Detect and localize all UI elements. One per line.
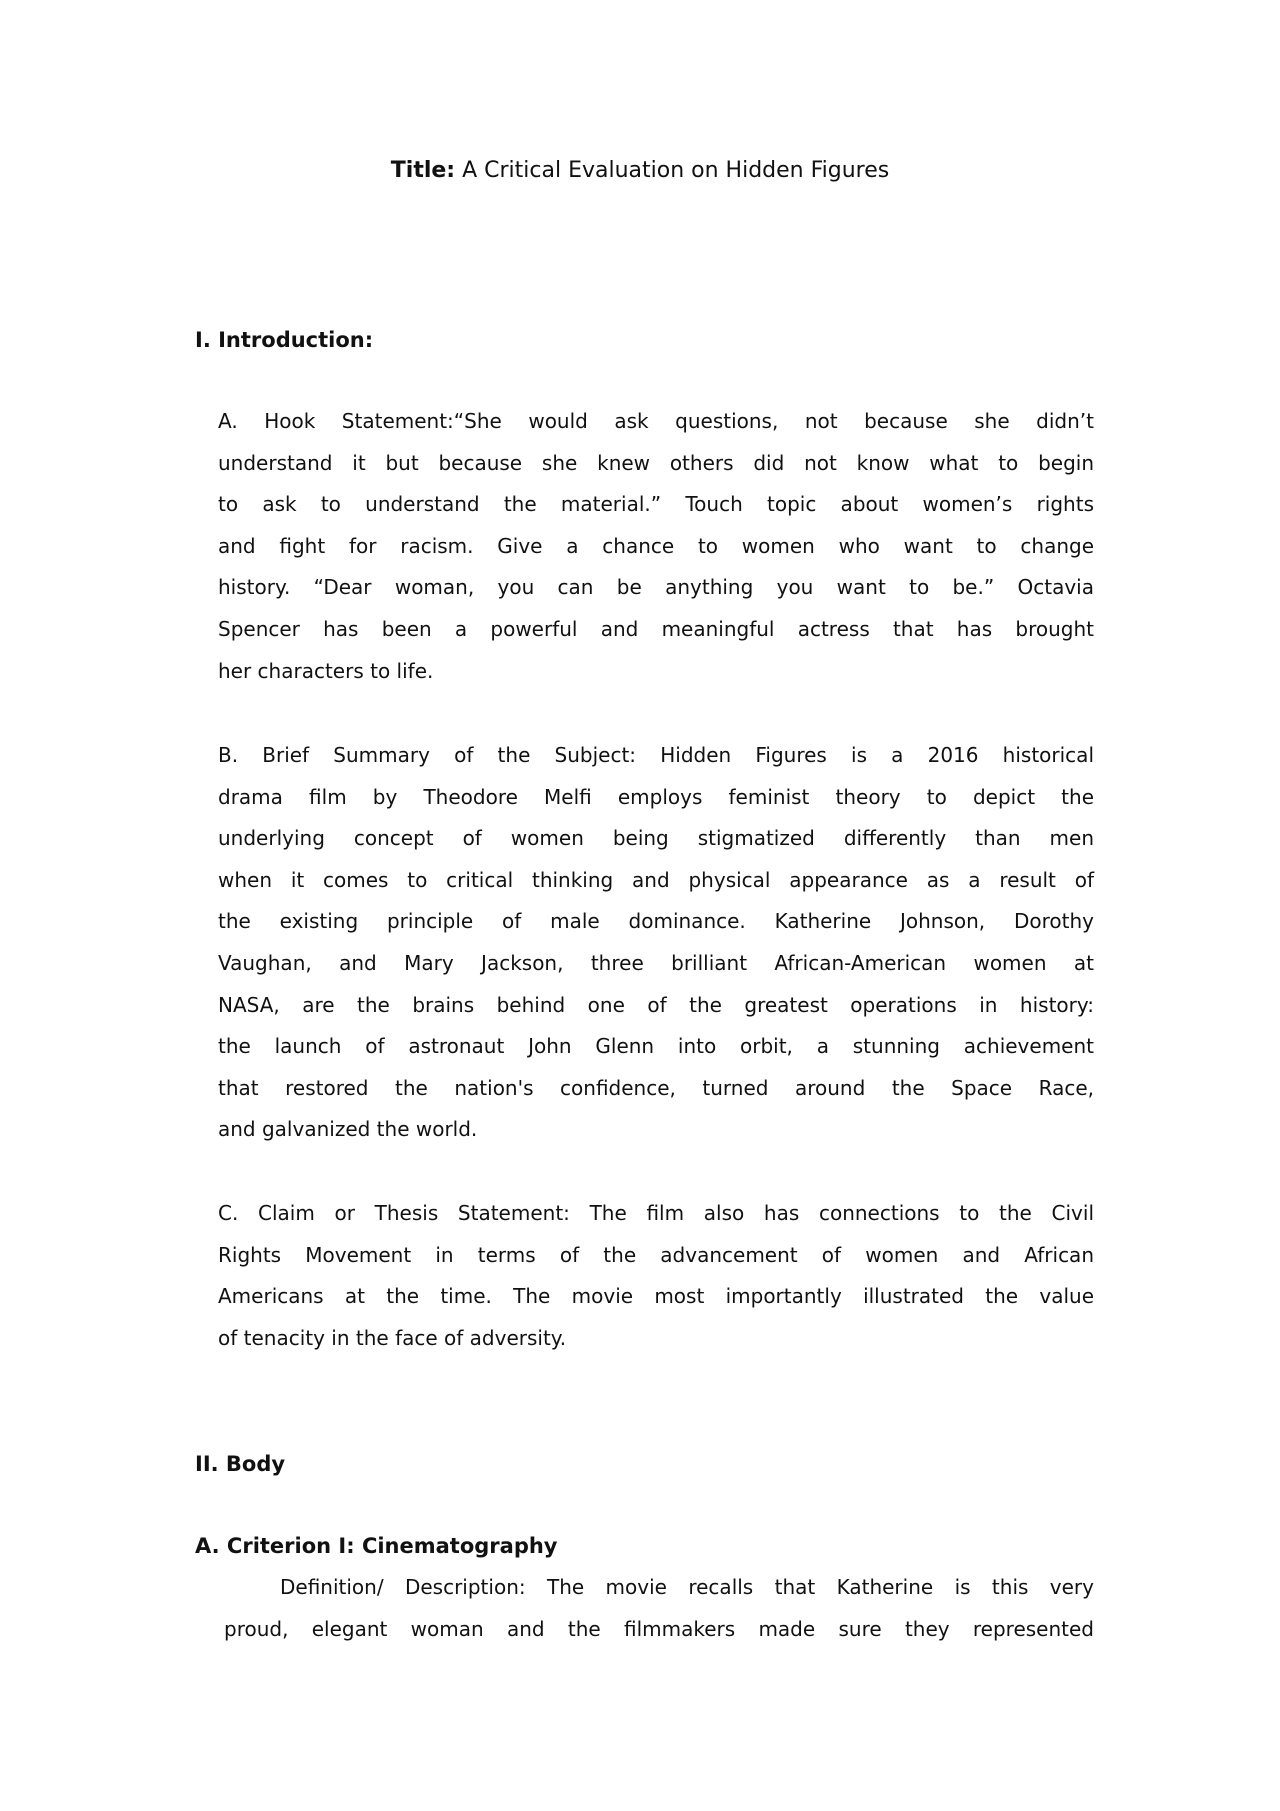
text-line: Americans at the time. The movie most importantly illustrated the value [218,1284,1094,1309]
paragraph-thesis-statement [218,1193,1094,1359]
text-line: proud, elegant woman and the filmmakers made sure they represented [224,1616,1094,1641]
text-line: C. Claim or Thesis Statement: The film also has connections to the Civil [218,1201,1094,1225]
text-line: when it comes to critical thinking and physical appearance as a result of [218,867,1094,892]
heading-criterion-cinematography: A. Criterion I: Cinematography [195,1534,558,1558]
text-line: Definition/ Description: The movie recalls that Katherine is this very [280,1575,1094,1599]
text-line: drama film by Theodore Melfi employs feminist theory to depict the [218,784,1094,809]
paragraph-hook-statement [218,401,1094,692]
text-line: underlying concept of women being stigmatized differently than men [218,826,1094,851]
heading-body: II. Body [195,1452,286,1476]
text-line: and fight for racism. Give a chance to women who want to change [218,533,1094,558]
text-line: her characters to life. [218,658,434,683]
paragraph-brief-summary [218,735,1094,1151]
document-title [0,150,1280,192]
paragraph-definition [224,1567,1094,1650]
text-line: that restored the nation's confidence, turned around the Space Race, [218,1075,1094,1100]
text-line: NASA, are the brains behind one of the greatest operations in history: [218,992,1094,1017]
title-text: A Critical Evaluation on Hidden Figures [455,158,890,183]
text-line: Rights Movement in terms of the advancement of women and African [218,1242,1094,1267]
title-label: Title: [390,158,456,183]
text-line: understand it but because she knew others did not know what to begin [218,450,1094,475]
text-line: A. Hook Statement:“She would ask questions, not because she didn’t [218,409,1094,433]
text-line: to ask to understand the material.” Touch topic about women’s rights [218,492,1094,517]
text-line: the launch of astronaut John Glenn into orbit, a stunning achievement [218,1034,1094,1059]
text-line: and galvanized the world. [218,1117,478,1142]
text-line: Spencer has been a powerful and meaningful actress that has brought [218,616,1094,641]
text-line: B. Brief Summary of the Subject: Hidden Figures is a 2016 historical [218,743,1094,767]
text-line: the existing principle of male dominance. Katherine Johnson, Dorothy [218,909,1094,934]
text-line: Vaughan, and Mary Jackson, three brilliant African-American women at [218,950,1094,975]
heading-introduction: I. Introduction: [195,328,374,352]
text-line: history. “Dear woman, you can be anything you want to be.” Octavia [218,575,1094,600]
text-line: of tenacity in the face of adversity. [218,1325,567,1350]
